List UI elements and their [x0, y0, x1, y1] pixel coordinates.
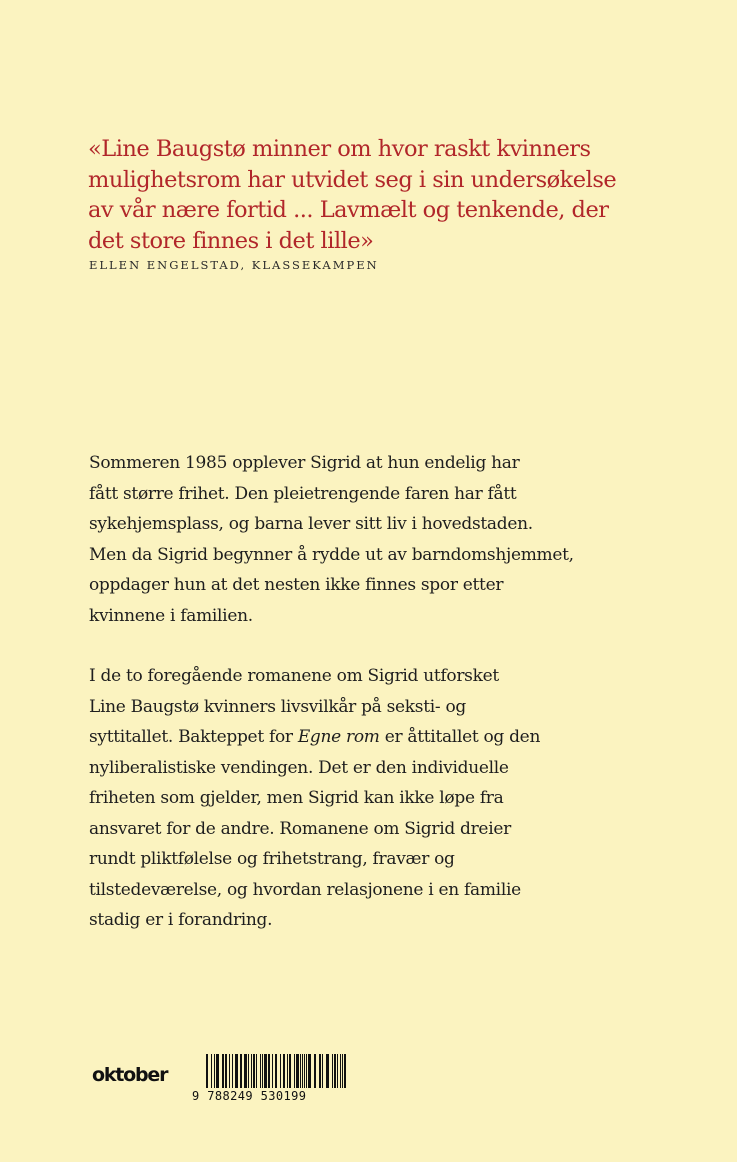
- barcode-bar: [332, 1054, 333, 1088]
- barcode-bar: [206, 1054, 208, 1088]
- barcode-bar: [289, 1054, 291, 1088]
- book-description: [89, 448, 689, 936]
- barcode-bar: [272, 1054, 273, 1088]
- barcode-bars: [206, 1054, 348, 1088]
- text-line: rundt pliktfølelse og frihetstrang, fravær og: [89, 849, 455, 869]
- text-segment: syttitallet. Bakteppet for: [89, 727, 298, 747]
- barcode-bar: [300, 1054, 301, 1088]
- barcode-bar: [322, 1054, 323, 1088]
- barcode-bar: [340, 1054, 341, 1088]
- barcode-bar: [319, 1054, 321, 1088]
- barcode-bar: [304, 1054, 305, 1088]
- barcode-bar: [283, 1054, 285, 1088]
- barcode-bar: [294, 1054, 295, 1088]
- text-line: tilstedeværelse, og hvordan relasjonene i en familie: [89, 879, 521, 900]
- barcode-bar: [344, 1054, 346, 1088]
- barcode-bar: [211, 1054, 212, 1088]
- text-line: ansvaret for de andre. Romanene om Sigrid dreier: [89, 818, 511, 839]
- text-line: friheten som gjelder, men Sigrid kan ikke løpe fra: [89, 788, 504, 808]
- barcode-bar: [296, 1054, 299, 1088]
- text-line: stadig er i forandring.: [89, 910, 273, 930]
- book-title: Egne rom: [297, 727, 380, 747]
- text-line: kvinnene i familien.: [89, 605, 253, 626]
- barcode-bar: [337, 1054, 338, 1088]
- blurb-quote: [88, 134, 688, 256]
- text-line: nyliberalistiske vendingen. Det er den individuelle: [89, 757, 509, 778]
- text-line: Sommeren 1985 opplever Sigrid at hun endelig har: [89, 453, 520, 473]
- barcode-bar: [216, 1054, 219, 1088]
- barcode-bar: [256, 1054, 257, 1088]
- barcode-bar: [232, 1054, 233, 1088]
- barcode-bar: [264, 1054, 267, 1088]
- barcode-bar: [229, 1054, 230, 1088]
- text-line: I de to foregående romanene om Sigrid utforsket: [89, 666, 499, 686]
- description-paragraph-2: [89, 661, 689, 936]
- barcode-bar: [302, 1054, 303, 1088]
- description-paragraph-1: [89, 448, 689, 631]
- barcode-bar: [248, 1054, 249, 1088]
- text-line: oppdager hun at det nesten ikke finnes spor etter: [89, 575, 504, 595]
- barcode-bar: [251, 1054, 252, 1088]
- barcode-bar: [306, 1054, 307, 1088]
- publisher-logo: oktober: [92, 1064, 168, 1086]
- text-line: Line Baugstø kvinners livsvilkår på seksti- og: [89, 696, 466, 717]
- barcode-bar: [334, 1054, 336, 1088]
- barcode-bar: [214, 1054, 215, 1088]
- barcode-bar: [280, 1054, 281, 1088]
- text-line: Men da Sigrid begynner å rydde ut av barndomshjemmet,: [89, 544, 574, 565]
- quote-line: mulighetsrom har utvidet seg i sin undersøkelse: [88, 166, 617, 193]
- barcode-bar: [268, 1054, 270, 1088]
- text-line: sykehjemsplass, og barna lever sitt liv i hovedstaden.: [89, 514, 533, 534]
- quote-line: det store finnes i det lille»: [88, 227, 374, 254]
- barcode-bar: [253, 1054, 255, 1088]
- barcode-bar: [326, 1054, 329, 1088]
- barcode-bar: [287, 1054, 288, 1088]
- barcode-bar: [314, 1054, 316, 1088]
- text-segment: er åttitallet og den: [379, 727, 541, 747]
- text-line: fått større frihet. Den pleietrengende faren har fått: [89, 483, 517, 504]
- barcode-bar: [262, 1054, 263, 1088]
- barcode-bar: [222, 1054, 224, 1088]
- barcode-bar: [308, 1054, 311, 1088]
- barcode-bar: [235, 1054, 238, 1088]
- barcode-bar: [342, 1054, 343, 1088]
- barcode-bar: [260, 1054, 261, 1088]
- quote-line: «Line Baugstø minner om hvor raskt kvinners: [88, 136, 591, 162]
- quote-attribution: ELLEN ENGELSTAD, KLASSEKAMPEN: [89, 258, 379, 272]
- quote-line: av vår nære fortid ... Lavmælt og tenkende, der: [88, 197, 609, 223]
- barcode-digits: 9 788249 530199: [192, 1089, 307, 1103]
- barcode-bar: [225, 1054, 227, 1088]
- text-line: [89, 722, 689, 753]
- isbn-barcode: [192, 1052, 352, 1104]
- barcode-bar: [275, 1054, 277, 1088]
- barcode-bar: [244, 1054, 247, 1088]
- barcode-bar: [240, 1054, 242, 1088]
